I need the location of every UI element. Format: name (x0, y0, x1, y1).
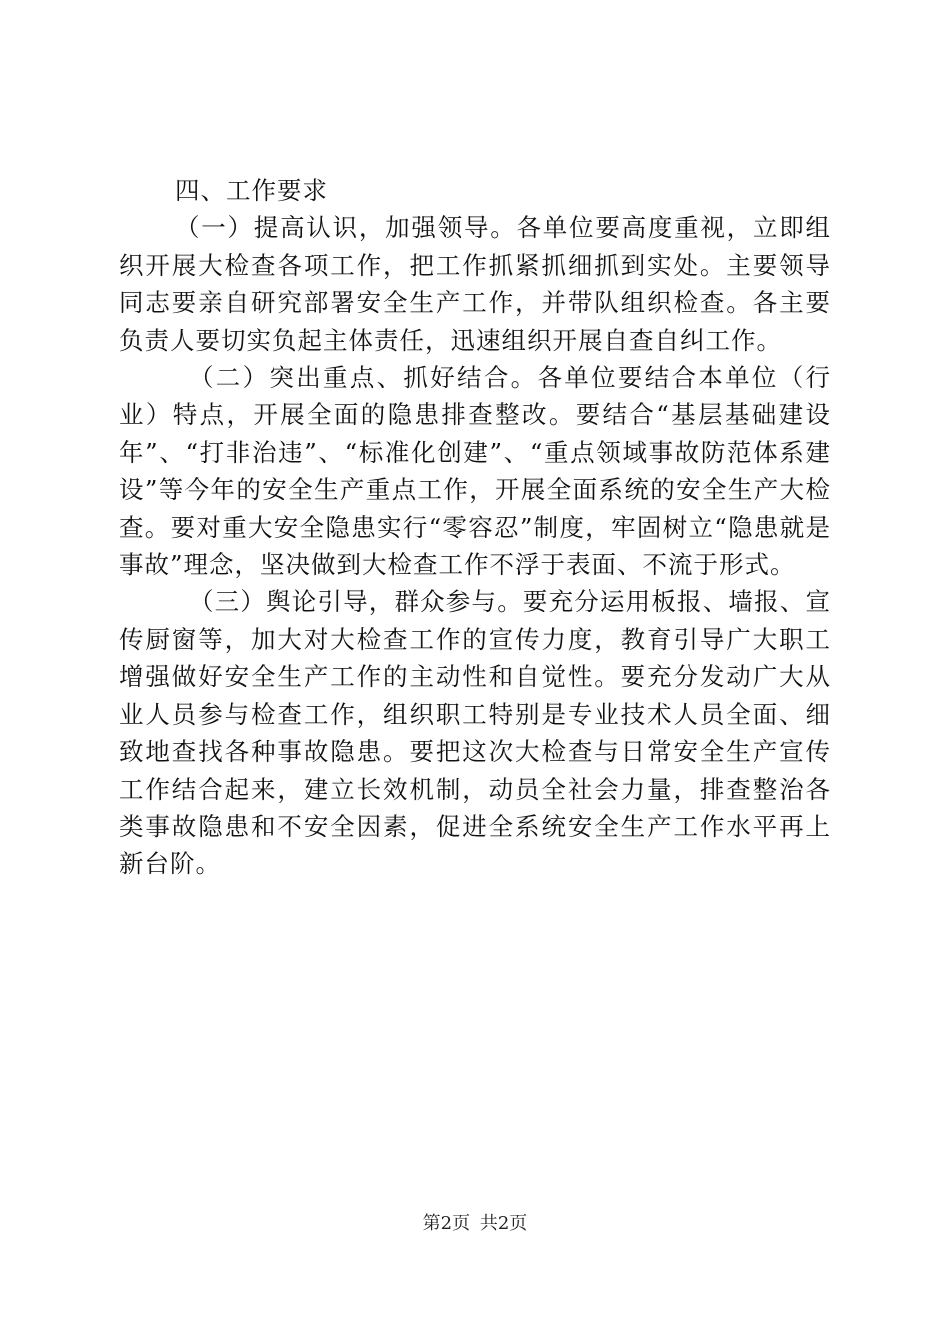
page-number: 第2页 (422, 1213, 471, 1234)
section-heading: 四、工作要求 (175, 176, 328, 205)
document-body (119, 172, 831, 883)
paragraph-1: （一）提高认识，加强领导。各单位要高度重视，立即组织开展大检查各项工作，把工作抓紧抓细抓到实处。主要领导同志要亲自研究部署安全生产工作，并带队组织检查。各主要负责人要切实负起主体责任，迅速组织开展自查自纠工作。 (119, 213, 831, 355)
paragraph-3: （三）舆论引导，群众参与。要充分运用板报、墙报、宣传厨窗等，加大对大检查工作的宣传力度，教育引导广大职工增强做好安全生产工作的主动性和自觉性。要充分发动广大从业人员参与检查工作，组织职工特别是专业技术人员全面、细致地查找各种事故隐患。要把这次大检查与日常安全生产宣传工作结合起来，建立长效机制，动员全社会力量，排查整治各类事故隐患和不安全因素，促进全系统安全生产工作水平再上新台阶。 (119, 587, 831, 879)
paragraph-2: （二）突出重点、抓好结合。各单位要结合本单位（行业）特点，开展全面的隐患排查整改。要结合“基层基础建设年”、“打非治违”、“标准化创建”、“重点领域事故防范体系建设”等今年的安全生产重点工作，开展全面系统的安全生产大检查。要对重大安全隐患实行“零容忍”制度，牢固树立“隐患就是事故”理念，坚决做到大检查工作不浮于表面、不流于形式。 (119, 363, 831, 580)
page-footer (0, 1212, 950, 1236)
page-total: 共2页 (479, 1213, 528, 1234)
